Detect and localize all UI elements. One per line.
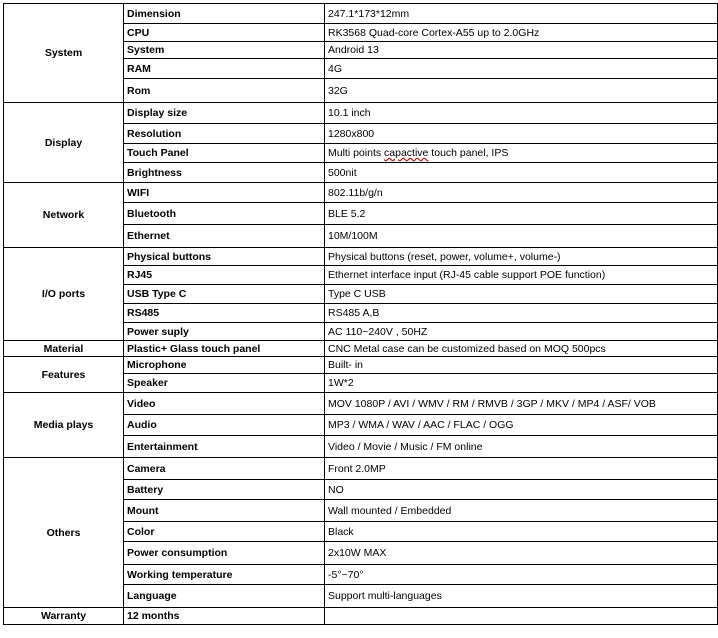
- spec-value-display-size: 10.1 inch: [325, 103, 718, 124]
- section-i-o-ports-label: I/O ports: [4, 248, 124, 341]
- spec-value-entertainment: Video / Movie / Music / FM online: [325, 436, 718, 458]
- spec-value-power-suply: AC 110~240V , 50HZ: [325, 323, 718, 341]
- spec-key-resolution: Resolution: [124, 124, 325, 144]
- spec-row: [4, 248, 718, 266]
- spec-value-bluetooth: BLE 5.2: [325, 203, 718, 225]
- spec-key-battery: Battery: [124, 480, 325, 500]
- spec-key-ram: RAM: [124, 59, 325, 79]
- spec-key-plastic-glass-touch-panel: Plastic+ Glass touch panel: [124, 341, 325, 357]
- spec-row: [4, 341, 718, 357]
- spec-key-microphone: Microphone: [124, 357, 325, 374]
- spec-value-ram: 4G: [325, 59, 718, 79]
- spec-key-display-size: Display size: [124, 103, 325, 124]
- spec-value-touch-panel: Multi points capactive touch panel, IPS: [325, 144, 718, 163]
- spec-key-brightness: Brightness: [124, 163, 325, 183]
- section-warranty-label: Warranty: [4, 608, 124, 625]
- spec-key-mount: Mount: [124, 500, 325, 522]
- spec-row: [4, 458, 718, 480]
- spec-row: [4, 4, 718, 24]
- spec-key-power-consumption: Power consumption: [124, 542, 325, 565]
- section-features-label: Features: [4, 357, 124, 393]
- spec-value-wifi: 802.11b/g/n: [325, 183, 718, 203]
- spec-key-cpu: CPU: [124, 24, 325, 42]
- spec-value-color: Black: [325, 522, 718, 542]
- spec-key-bluetooth: Bluetooth: [124, 203, 325, 225]
- spec-row: [4, 103, 718, 124]
- spec-key-working-temperature: Working temperature: [124, 565, 325, 585]
- spec-row: [4, 393, 718, 415]
- spec-key-speaker: Speaker: [124, 374, 325, 393]
- spec-value-12-months: [325, 608, 718, 625]
- spec-value-physical-buttons: Physical buttons (reset, power, volume+, volume-): [325, 248, 718, 266]
- spec-row: [4, 608, 718, 625]
- spec-key-dimension: Dimension: [124, 4, 325, 24]
- section-material-label: Material: [4, 341, 124, 357]
- spec-key-physical-buttons: Physical buttons: [124, 248, 325, 266]
- spec-key-language: Language: [124, 585, 325, 608]
- section-network-label: Network: [4, 183, 124, 248]
- spec-value-rom: 32G: [325, 79, 718, 103]
- spec-table: [3, 3, 718, 625]
- section-others-label: Others: [4, 458, 124, 608]
- spec-value-working-temperature: -5°~70°: [325, 565, 718, 585]
- spec-key-12-months: 12 months: [124, 608, 325, 625]
- spec-key-power-suply: Power suply: [124, 323, 325, 341]
- section-media-plays-label: Media plays: [4, 393, 124, 458]
- spec-value-battery: NO: [325, 480, 718, 500]
- spec-key-entertainment: Entertainment: [124, 436, 325, 458]
- spec-key-wifi: WIFI: [124, 183, 325, 203]
- spec-value-rs485: RS485 A,B: [325, 304, 718, 323]
- spec-key-audio: Audio: [124, 415, 325, 436]
- spec-value-plastic-glass-touch-panel: CNC Metal case can be customized based on MOQ 500pcs: [325, 341, 718, 357]
- section-system-label: System: [4, 4, 124, 103]
- spec-key-rs485: RS485: [124, 304, 325, 323]
- spec-value-brightness: 500nit: [325, 163, 718, 183]
- spec-value-speaker: 1W*2: [325, 374, 718, 393]
- spec-value-rj45: Ethernet interface input (RJ-45 cable support POE function): [325, 266, 718, 285]
- spec-key-touch-panel: Touch Panel: [124, 144, 325, 163]
- spec-key-usb-type-c: USB Type C: [124, 285, 325, 304]
- spec-value-dimension: 247.1*173*12mm: [325, 4, 718, 24]
- spec-key-system: System: [124, 42, 325, 59]
- spec-value-mount: Wall mounted / Embedded: [325, 500, 718, 522]
- spec-value-microphone: Built- in: [325, 357, 718, 374]
- spec-key-rj45: RJ45: [124, 266, 325, 285]
- spec-key-ethernet: Ethernet: [124, 225, 325, 248]
- spec-value-camera: Front 2.0MP: [325, 458, 718, 480]
- spec-key-rom: Rom: [124, 79, 325, 103]
- spec-key-color: Color: [124, 522, 325, 542]
- spec-value-power-consumption: 2x10W MAX: [325, 542, 718, 565]
- spec-value-cpu: RK3568 Quad-core Cortex-A55 up to 2.0GHz: [325, 24, 718, 42]
- spec-value-ethernet: 10M/100M: [325, 225, 718, 248]
- spec-value-usb-type-c: Type C USB: [325, 285, 718, 304]
- spec-key-camera: Camera: [124, 458, 325, 480]
- spec-value-language: Support multi-languages: [325, 585, 718, 608]
- spec-value-system: Android 13: [325, 42, 718, 59]
- spec-row: [4, 357, 718, 374]
- spec-value-audio: MP3 / WMA / WAV / AAC / FLAC / OGG: [325, 415, 718, 436]
- spec-row: [4, 183, 718, 203]
- spec-value-resolution: 1280x800: [325, 124, 718, 144]
- spec-key-video: Video: [124, 393, 325, 415]
- section-display-label: Display: [4, 103, 124, 183]
- spec-value-video: MOV 1080P / AVI / WMV / RM / RMVB / 3GP / MKV / MP4 / ASF/ VOB: [325, 393, 718, 415]
